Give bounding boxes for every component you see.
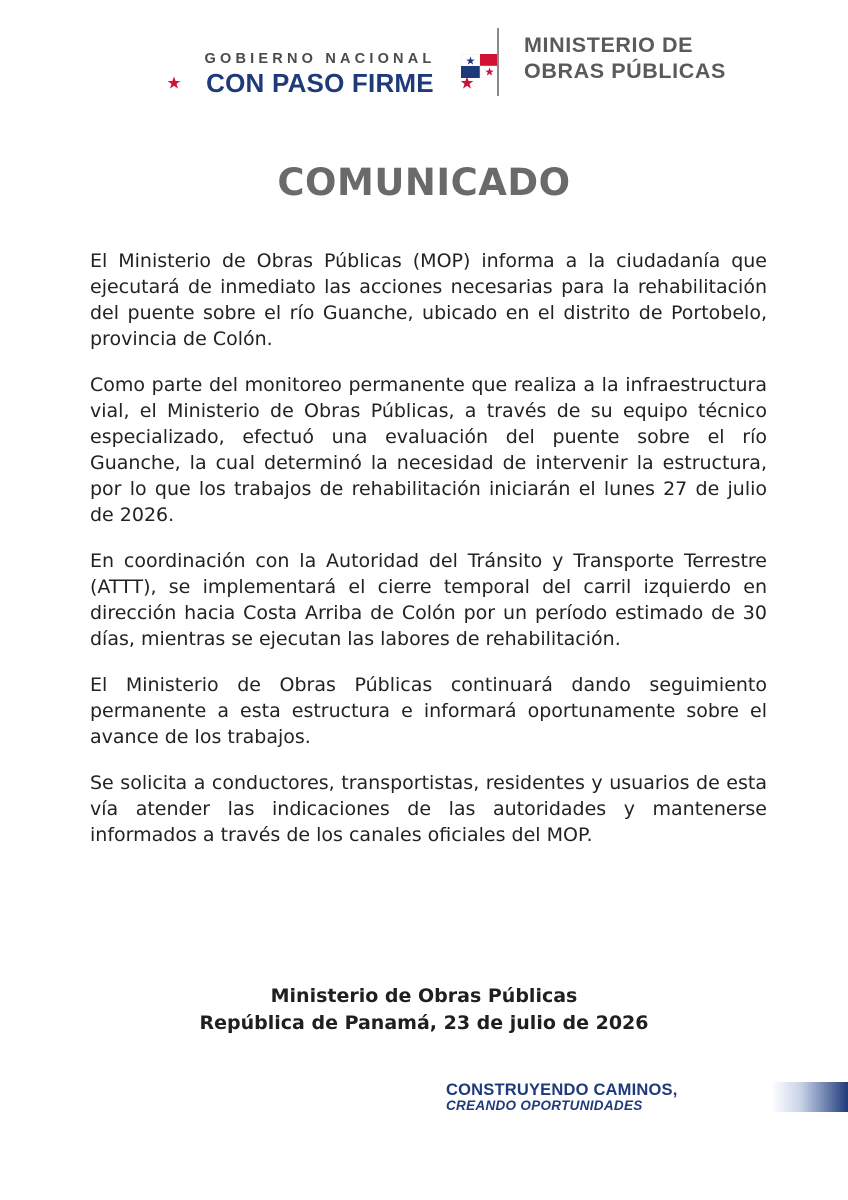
slogan-line2: CREANDO OPORTUNIDADES: [446, 1098, 643, 1113]
paragraph: El Ministerio de Obras Públicas (MOP) informa a la ciudadanía que ejecutará de inmediato las acciones necesarias para la rehabilitación del puente sobre el río Guanche, ubicado en el distrito de Portobelo, provincia de Colón.: [90, 250, 767, 350]
paragraph: Se solicita a conductores, transportistas, residentes y usuarios de esta vía atender las indicaciones de las autoridades y mantenerse informados a través de los canales oficiales del MOP.: [90, 772, 767, 846]
signature-place-date: República de Panamá, 23 de julio de 2026: [199, 1012, 649, 1034]
header: [0, 0, 848, 110]
government-motto: CON PASO FIRME: [206, 68, 434, 98]
paragraph: Como parte del monitoreo permanente que realiza a la infraestructura vial, el Ministerio de Obras Públicas, a través de su equipo técnico especializado, efectuó una evaluación del puente sobre el río Guanche, la cual determinó la necesidad de intervenir la estructura, por lo que los trabajos de rehabilitación iniciarán el lunes 27 de julio de 2026.: [90, 374, 767, 526]
government-name: GOBIERNO NACIONAL: [204, 51, 436, 67]
signature-issuer: Ministerio de Obras Públicas: [270, 985, 578, 1007]
paragraph: En coordinación con la Autoridad del Tránsito y Transporte Terrestre (ATTT), se implementará el cierre temporal del carril izquierdo en dirección hacia Costa Arriba de Colón por un período estimado de 30 días, mientras se ejecutan las labores de rehabilitación.: [90, 550, 767, 650]
ministry-name-line1: MINISTERIO DE: [524, 33, 694, 57]
slogan-line1: CONSTRUYENDO CAMINOS,: [446, 1081, 678, 1099]
signature-block: [0, 983, 848, 1037]
paragraph: El Ministerio de Obras Públicas continuará dando seguimiento permanente a esta estructura e informará oportunamente sobre el avance de los trabajos.: [90, 674, 767, 748]
ministry-name-line2: OBRAS PÚBLICAS: [524, 59, 726, 83]
communique-body: [90, 248, 767, 868]
red-star-icon: [460, 76, 474, 90]
ministry-name: [524, 32, 784, 84]
header-divider: [497, 28, 499, 96]
document-title: COMUNICADO: [277, 161, 571, 204]
